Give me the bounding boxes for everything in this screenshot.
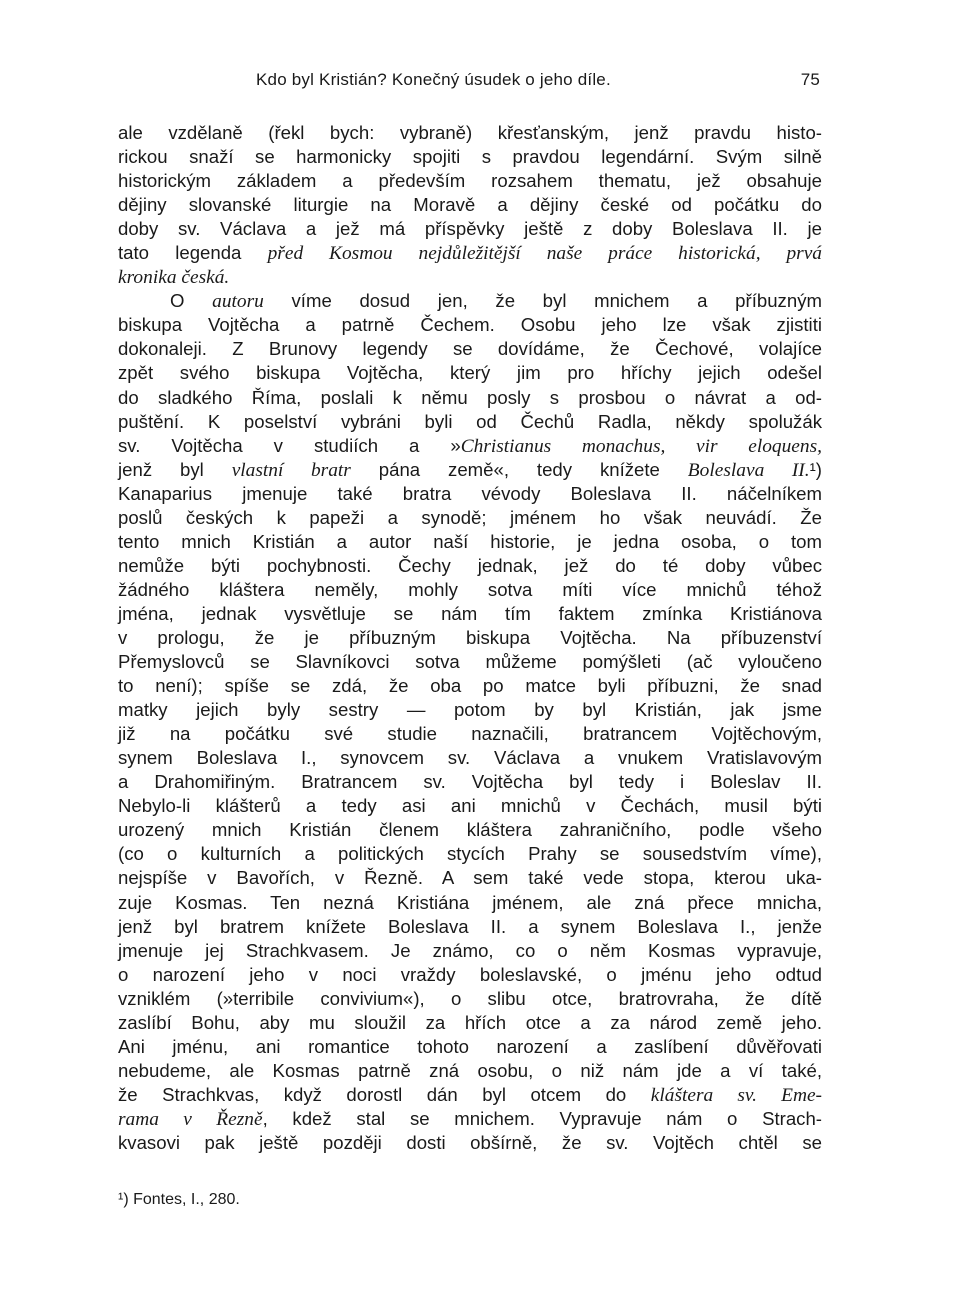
text-line: rama v Řezně, kdež stal se mnichem. Vypravuje nám o Strach-: [118, 1107, 822, 1130]
text-line: že Strachkvas, když dorostl dán byl otcem do kláštera sv. Eme-: [118, 1083, 823, 1106]
emphasis-text: vlastní bratr: [231, 459, 351, 481]
text-line: zuje Kosmas. Ten nezná Kristiána jménem, ale zná přece mnicha,: [118, 891, 822, 913]
text-line: doby sv. Václava a jež má příspěvky ještě z doby Boleslava II. je: [118, 218, 822, 240]
text-line: tato legenda před Kosmou nejdůležitější naše práce historická, prvá: [118, 242, 822, 265]
text-line: biskupa Vojtěcha a patrně Čechem. Osobu jeho lze však zjistiti: [118, 314, 822, 336]
emphasis-text: kláštera sv. Eme-: [650, 1084, 823, 1106]
text-line: urozený mnich Kristián členem kláštera zahraničního, podle všeho: [118, 819, 822, 841]
text-line: jenž byl bratrem knížete Boleslava II. a synem Boleslava I., jenže: [118, 915, 822, 937]
text-line: tento mnich Kristián a autor naší historie, je jedna osoba, o tom: [118, 530, 822, 552]
footnote-text: Fontes, I., 280.: [133, 1191, 240, 1208]
text-line: o narození jeho v noci vraždy boleslavské, o jménu jeho odtud: [118, 963, 822, 985]
text-line: a Drahomiřiným. Bratrancem sv. Vojtěcha byl tedy i Boleslav II.: [118, 771, 822, 793]
text-line: Ani jménu, ani romantice tohoto narození a zaslíbení důvěřovati: [118, 1035, 822, 1057]
text-line: zaslíbí Bohu, aby mu sloužil za hřích otce a za národ země jeho.: [118, 1011, 822, 1033]
text-line: rickou snaží se harmonicky spojiti s pravdou legendární. Svým silně: [118, 146, 822, 168]
emphasis-text: autoru: [212, 291, 264, 313]
text-line: matky jejich byly sestry — potom by byl Kristián, jak jsme: [118, 699, 822, 721]
text-line: již na počátku své studie naznačili, bratrancem Vojtěchovým,: [118, 723, 822, 745]
text-line: do sladkého Říma, poslali k němu posly s prosbou o návrat a od-: [118, 386, 822, 408]
text-line: v prologu, že je příbuzným biskupa Vojtěcha. Na příbuzenství: [118, 626, 822, 648]
text-line: kvasovi pak ještě později dosti obšírně, že sv. Vojtěch chtěl se: [118, 1131, 822, 1153]
text-line: poslů českých k papeži a synodě; jménem ho však neuvádí. Že: [118, 506, 822, 528]
text-line: O autoru víme dosud jen, že byl mnichem a příbuzným: [170, 290, 822, 313]
body-text: [118, 121, 822, 1155]
text-line: jména, jednak vysvětluje se nám tím faktem zmínka Kristiánova: [118, 602, 822, 624]
emphasis-text: kronika česká.: [118, 267, 230, 289]
text-line: Nebylo-li klášterů a tedy asi ani mnichů v Čechách, musil býti: [118, 795, 822, 817]
text-line: Přemyslovců se Slavníkovci sotva můžeme pomýšleti (ač vyloučeno: [118, 651, 822, 673]
text-line: synem Boleslava I., synovcem sv. Václava a vnukem Vratislavovým: [118, 747, 822, 769]
page-number: 75: [800, 70, 820, 89]
text-line: nemůže býti pochybnosti. Čechy jednak, jež do té doby vůbec: [118, 554, 822, 576]
text-line: sv. Vojtěcha v studiích a »Christianus monachus, vir eloquens,: [118, 434, 822, 457]
text-line: vzniklém (»terribile convivium«), o slibu otce, bratrovraha, že dítě: [118, 987, 822, 1009]
text-line: žádného kláštera neměly, mohly sotva míti více mnichů téhož: [118, 578, 822, 600]
text-line: jmenuje jej Strachkvasem. Je známo, co o něm Kosmas vypravuje,: [118, 939, 822, 961]
emphasis-text: před Kosmou nejdůležitější naše práce historická, prvá: [267, 243, 822, 265]
text-line: dějiny slovanské liturgie na Moravě a dějiny české od počátku do: [118, 194, 822, 216]
text-line: ale vzdělaně (řekl bych: vybraně) křesťanským, jenž pravdu histo-: [118, 122, 822, 143]
footnote-ref: ¹): [809, 458, 822, 480]
text-line: historickým základem a především rozsahem thematu, jež obsahuje: [118, 170, 822, 192]
footnote-marker: ¹): [118, 1191, 129, 1208]
text-line: nejspíše v Bavořích, v Řezně. A sem také vede stopa, kterou uka-: [118, 867, 822, 889]
footnote: [118, 1191, 240, 1209]
text-line: [118, 265, 822, 289]
text-line: dokonaleji. Z Brunovy legendy se dovídáme, že Čechové, volajíce: [118, 338, 822, 360]
emphasis-text: Christianus monachus, vir eloquens,: [460, 435, 822, 457]
text-line: to není); spíše se zdá, že oba po matce byli příbuzni, že snad: [118, 675, 822, 697]
text-line: jenž byl vlastní bratr pána země«, tedy knížete Boleslava II.¹): [118, 458, 822, 481]
text-line: (co o kulturních a politických stycích Prahy se sousedstvím víme),: [118, 843, 822, 865]
emphasis-text: Boleslava II.: [687, 459, 810, 481]
text-line: nebudeme, ale Kosmas patrně zná osobu, o niž nám jde a ví také,: [118, 1059, 822, 1081]
text-line: Kanaparius jmenuje také bratra vévody Boleslava II. náčelníkem: [118, 482, 822, 504]
emphasis-text: rama v Řezně: [118, 1108, 263, 1130]
text-line: puštění. K poselství vybráni byli od Čechů Radla, někdy spolužák: [118, 410, 822, 432]
text-line: zpět svého biskupa Vojtěcha, který jim pro hříchy jejich odešel: [118, 362, 822, 384]
running-head: [118, 70, 822, 94]
running-title: Kdo byl Kristián? Konečný úsudek o jeho díle.: [256, 70, 611, 89]
